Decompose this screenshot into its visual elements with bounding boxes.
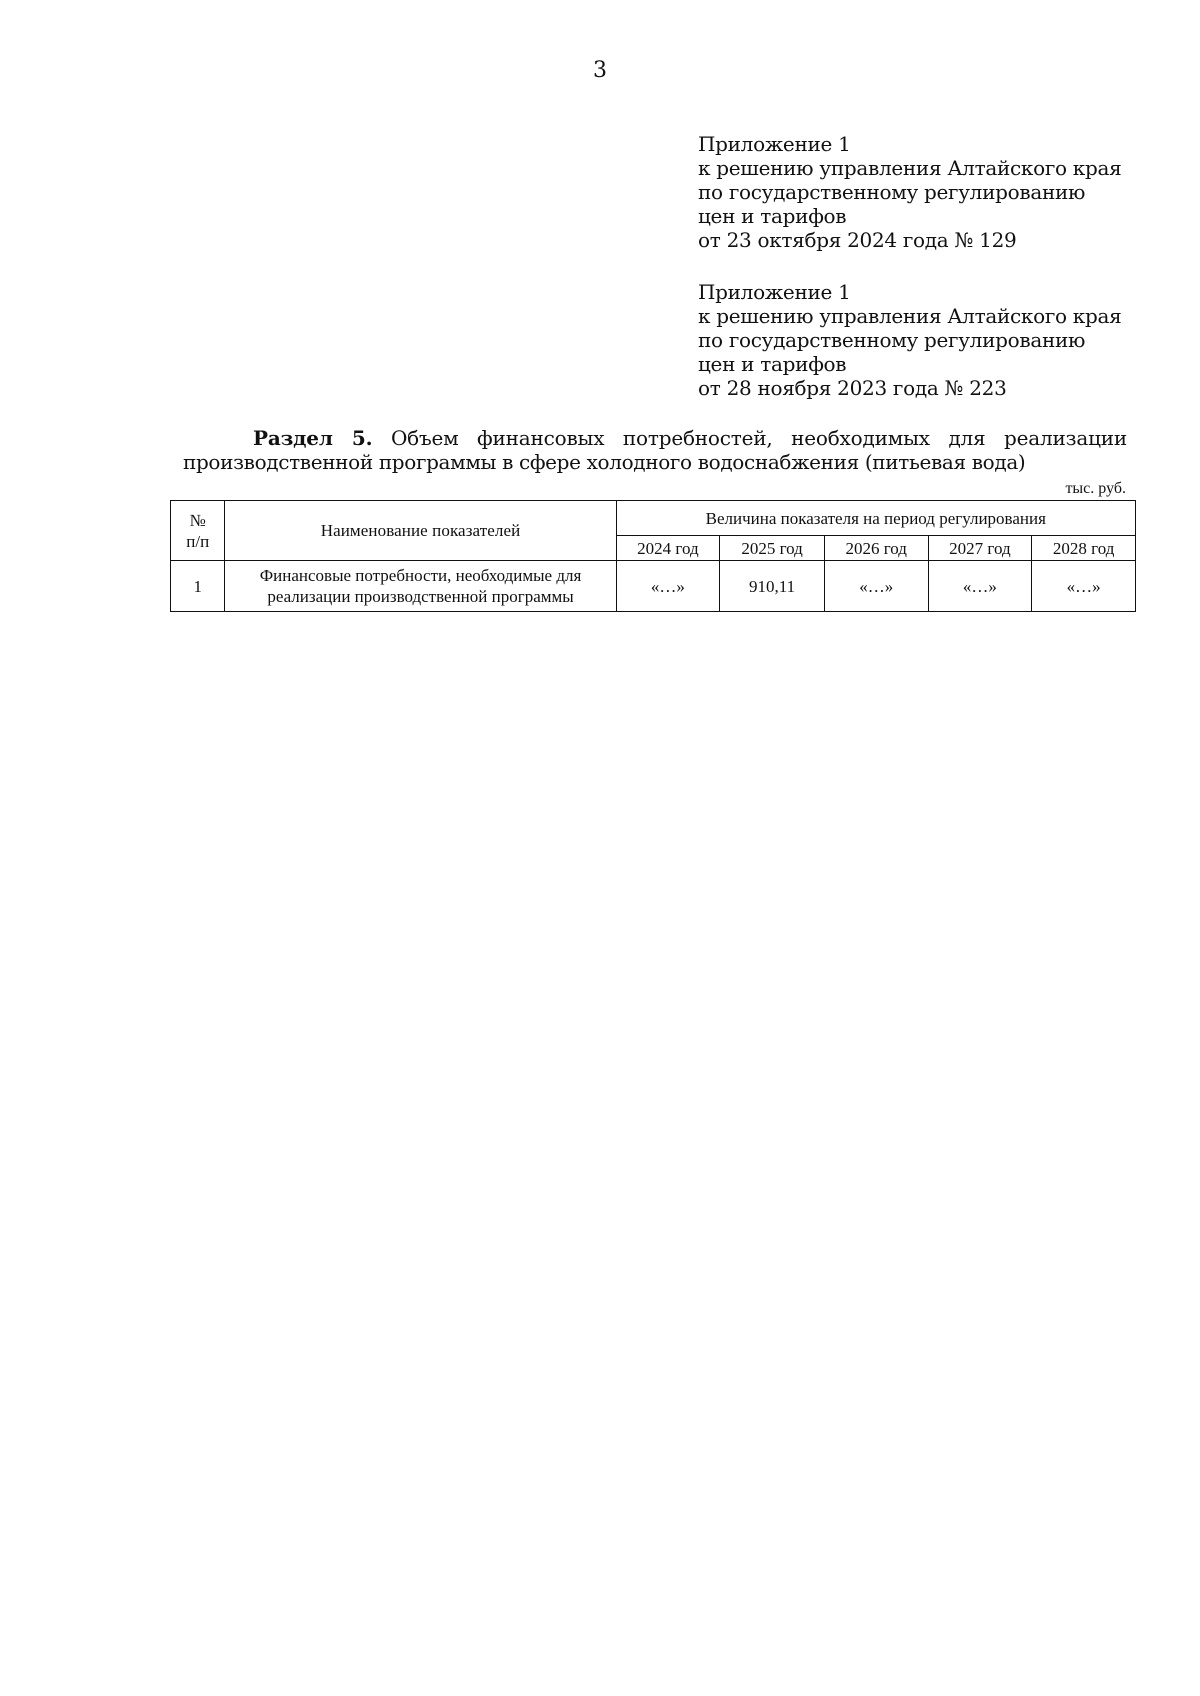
row-value-2027: «…» <box>928 561 1032 612</box>
appendix-block-current <box>698 132 1121 252</box>
row-value-2024: «…» <box>616 561 720 612</box>
header-year-2026: 2026 год <box>824 536 928 561</box>
row-name-line1: Финансовые потребности, необходимые для <box>259 566 582 585</box>
header-number-symbol: № <box>189 510 206 530</box>
header-year-2025: 2025 год <box>720 536 825 561</box>
appendix-line: к решению управления Алтайского края <box>698 156 1122 180</box>
section-heading-line1 <box>183 426 1127 450</box>
row-value-2025: 910,11 <box>720 561 825 612</box>
header-name-cell: Наименование показателей <box>225 501 616 561</box>
header-number-abbr: п/п <box>186 531 210 551</box>
row-number-cell: 1 <box>171 561 225 612</box>
row-value-2026: «…» <box>824 561 928 612</box>
section-heading <box>183 426 1127 474</box>
appendix-block-previous <box>698 280 1121 400</box>
appendix-line: от 28 ноября 2023 года № 223 <box>698 376 1007 400</box>
appendix-line: цен и тарифов <box>698 204 847 228</box>
page-number: 3 <box>593 58 607 83</box>
appendix-line: по государственному регулированию <box>698 328 1086 352</box>
header-number-cell <box>171 501 225 561</box>
section-title-line1: Объем финансовых потребностей, необходимых для реализации <box>390 426 1127 450</box>
appendix-line: по государственному регулированию <box>698 180 1086 204</box>
header-year-2028: 2028 год <box>1032 536 1136 561</box>
appendix-line: от 23 октября 2024 года № 129 <box>698 228 1017 252</box>
financial-needs-table <box>170 500 1136 612</box>
row-value-2028: «…» <box>1032 561 1136 612</box>
section-title-line2: производственной программы в сфере холодного водоснабжения (питьевая вода) <box>183 450 1026 474</box>
header-period-cell: Величина показателя на период регулирования <box>616 501 1135 536</box>
appendix-line: Приложение 1 <box>698 132 851 156</box>
row-name-cell <box>225 561 616 612</box>
units-label: тыс. руб. <box>1065 480 1126 497</box>
appendix-line: к решению управления Алтайского края <box>698 304 1122 328</box>
header-year-2027: 2027 год <box>928 536 1032 561</box>
row-name-line2: реализации производственной программы <box>267 587 574 606</box>
appendix-line: цен и тарифов <box>698 352 847 376</box>
header-year-2024: 2024 год <box>616 536 720 561</box>
table-row <box>171 561 1136 612</box>
section-label: Раздел 5. <box>253 426 373 450</box>
appendix-line: Приложение 1 <box>698 280 851 304</box>
table-header-row <box>171 501 1136 536</box>
